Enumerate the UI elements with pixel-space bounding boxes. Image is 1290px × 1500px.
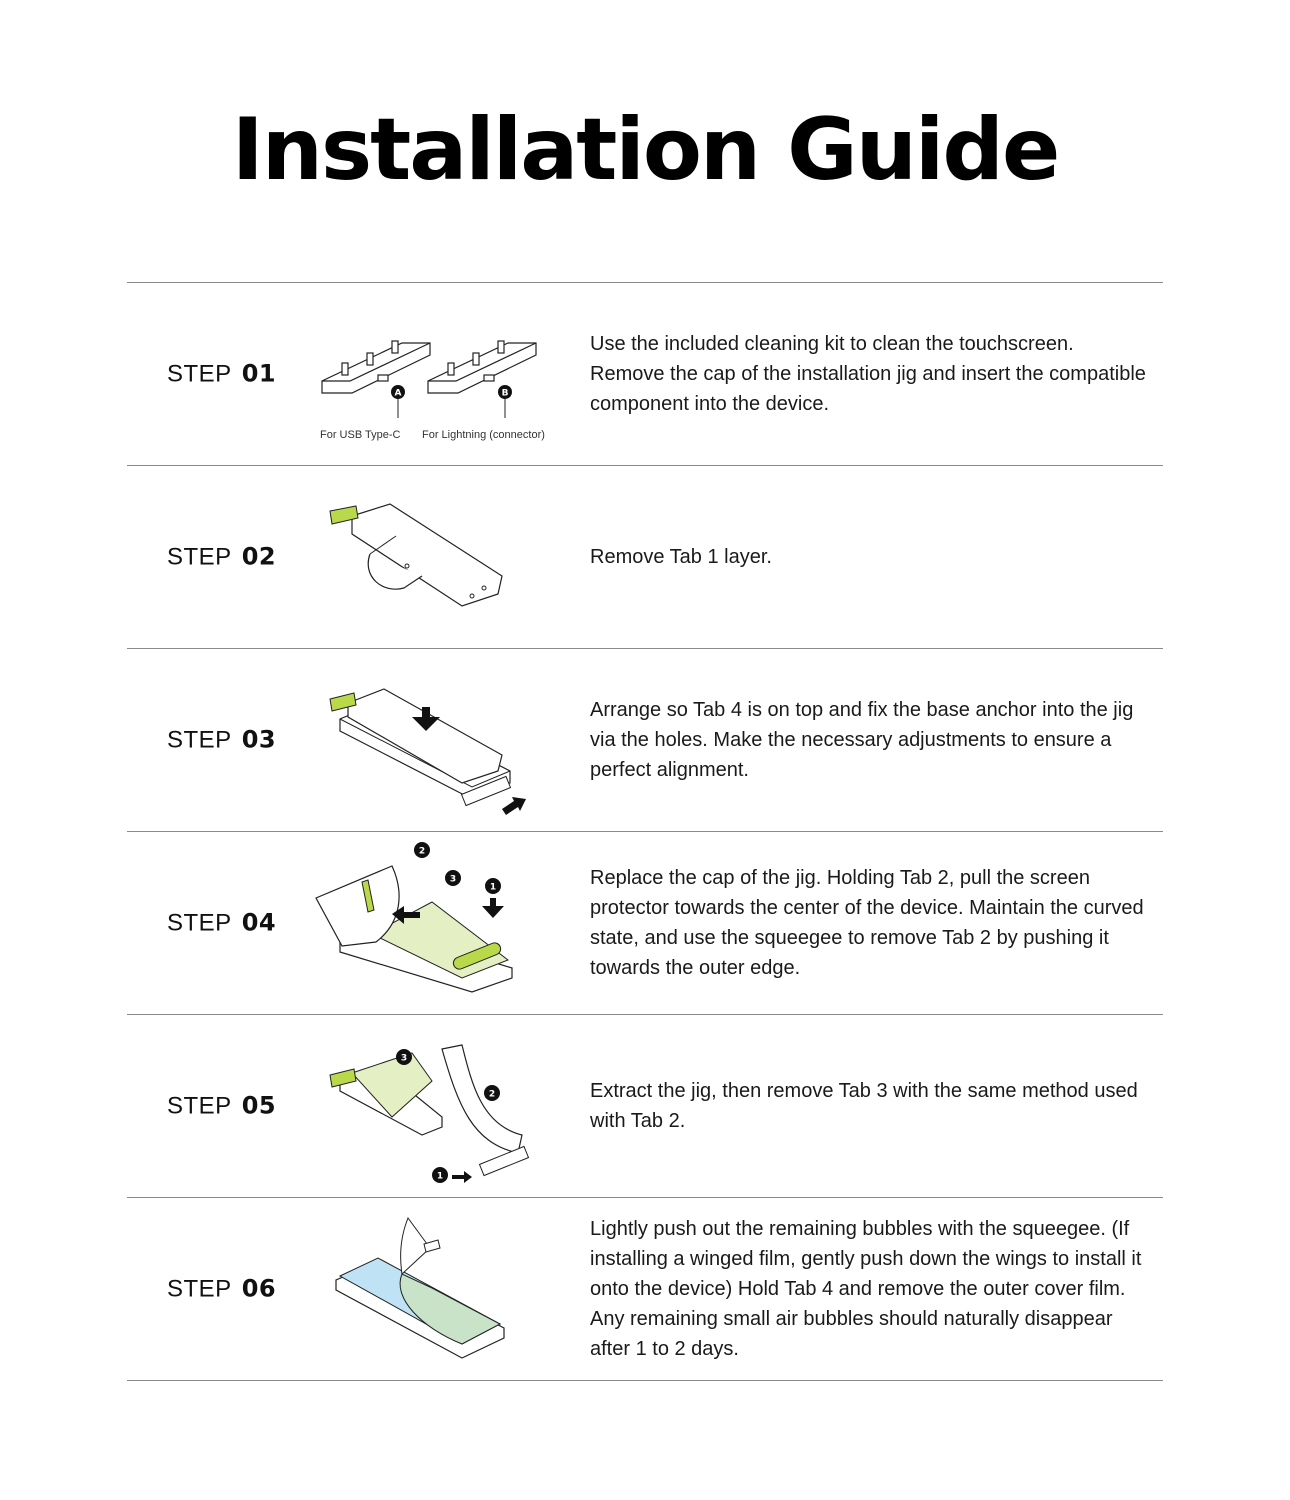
- step-word: STEP: [167, 360, 232, 388]
- arrow-icon: [452, 1171, 472, 1183]
- badge-1: 1: [489, 882, 497, 893]
- arrow-icon: [502, 797, 526, 815]
- badge-1: 1: [436, 1171, 444, 1182]
- remove-tab3-illustration: [312, 1025, 572, 1185]
- badge-b-label: B: [501, 388, 509, 399]
- step-word: STEP: [167, 1275, 232, 1303]
- step-description: Remove Tab 1 layer.: [590, 546, 772, 568]
- badge-2: 2: [488, 1089, 496, 1100]
- step-word: STEP: [167, 543, 232, 571]
- step-label: [167, 1275, 276, 1304]
- align-device-illustration: [312, 659, 572, 819]
- step-number: 02: [241, 542, 277, 571]
- step-row-04: [127, 832, 1163, 1015]
- step-description: Arrange so Tab 4 is on top and fix the base anchor into the jig via the holes. Make the necessary adjustments to ensure a perfect alignment.: [590, 699, 1134, 781]
- peel-tab1-svg: [312, 476, 572, 636]
- step-description: Replace the cap of the jig. Holding Tab 2, pull the screen protector towards the center of the device. Maintain the curved state, and use the squeegee to remove Tab 2 by pushing it towards the outer edge.: [590, 867, 1144, 979]
- caption-usb-c: For USB Type-C: [320, 429, 401, 441]
- step-number: 03: [241, 725, 277, 754]
- step-row-05: [127, 1015, 1163, 1198]
- step-word: STEP: [167, 1092, 232, 1120]
- step-row-03: [127, 649, 1163, 832]
- remove-outer-film-svg: [312, 1208, 572, 1368]
- step-row-06: [127, 1198, 1163, 1381]
- step-description: Extract the jig, then remove Tab 3 with the same method used with Tab 2.: [590, 1080, 1138, 1132]
- badge-3: 3: [400, 1053, 408, 1064]
- squeegee-illustration: [312, 842, 572, 1002]
- badge-2: 2: [418, 846, 426, 857]
- step-description: Use the included cleaning kit to clean the touchscreen. Remove the cap of the installation jig and insert the compatible component into the device.: [590, 333, 1146, 415]
- jig-components-illustration: [312, 293, 572, 453]
- step-word: STEP: [167, 726, 232, 754]
- remove-tab3-svg: [312, 1025, 572, 1185]
- badge-3: 3: [449, 874, 457, 885]
- caption-lightning: For Lightning (connector): [422, 429, 545, 441]
- peel-tab1-illustration: [312, 476, 572, 636]
- step-label: [167, 543, 276, 572]
- page-title: Installation Guide: [231, 100, 1059, 200]
- step-number: 05: [241, 1091, 277, 1120]
- squeegee-svg: [312, 842, 572, 1002]
- badge-a-label: A: [394, 388, 402, 399]
- steps-list: [127, 282, 1163, 1381]
- step-label: [167, 726, 276, 755]
- step-number: 06: [241, 1274, 277, 1303]
- arrow-down-icon: [482, 898, 504, 918]
- step-row-01: [127, 283, 1163, 466]
- step-label: [167, 360, 276, 389]
- align-device-svg: [312, 659, 572, 819]
- step-number: 01: [241, 359, 277, 388]
- step-row-02: [127, 466, 1163, 649]
- step-label: [167, 1092, 276, 1121]
- step-number: 04: [241, 908, 277, 937]
- step-word: STEP: [167, 909, 232, 937]
- step-label: [167, 909, 276, 938]
- jig-parts-svg: [312, 293, 572, 453]
- step-description: Lightly push out the remaining bubbles with the squeegee. (If installing a winged film, gently push down the wings to install it onto the device) Hold Tab 4 and remove the outer cover film. Any remaining small air bubbles should naturally disappear after 1 to 2 days.: [590, 1218, 1142, 1360]
- remove-outer-film-illustration: [312, 1208, 572, 1368]
